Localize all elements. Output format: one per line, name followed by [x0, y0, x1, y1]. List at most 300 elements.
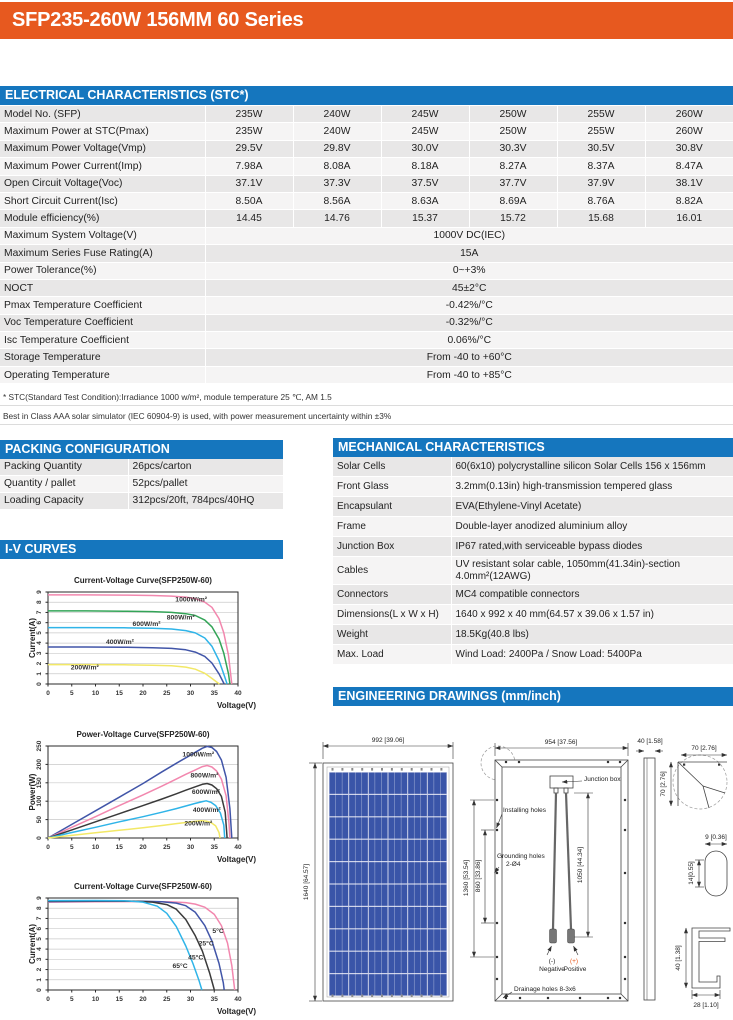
table-row [333, 517, 733, 537]
y-tick-label: 50 [36, 815, 43, 824]
cell-value: 15.37 [381, 210, 469, 227]
solar-cell [330, 817, 349, 838]
solar-cell [389, 952, 408, 973]
cell-value: 14.45 [205, 210, 293, 227]
solar-cells-grid [329, 768, 447, 997]
page-title: SFP235-260W 156MM 60 Series [12, 9, 304, 31]
row-value: 26pcs/carton [128, 459, 283, 476]
solar-cell [369, 929, 388, 950]
x-tick-label: 35 [210, 690, 218, 697]
solar-cell [349, 773, 368, 794]
hole-mark [624, 978, 626, 980]
chart-title: Current-Voltage Curve(SFP250W-60) [74, 882, 212, 891]
cell-span-value: 0.06%/°C [205, 332, 733, 349]
solar-cell [330, 952, 349, 973]
busbar-tick [440, 768, 442, 771]
solar-cell [408, 773, 427, 794]
series-label: 800W/m² [166, 614, 195, 622]
y-tick-label: 4 [36, 947, 43, 951]
table-row [333, 497, 733, 517]
packing-table [0, 459, 283, 510]
row-label: Junction Box [333, 537, 451, 557]
table-row [333, 625, 733, 645]
table-row [0, 366, 733, 383]
busbar-tick [341, 768, 343, 771]
solar-cell [349, 952, 368, 973]
solar-cell [349, 929, 368, 950]
y-tick-label: 100 [36, 795, 43, 807]
table-row [333, 585, 733, 605]
row-value: Double-layer anodized aluminium alloy [451, 517, 733, 537]
y-axis-label: Power(W) [28, 773, 37, 811]
cell-value: 255W [557, 123, 645, 140]
hole-mark [624, 799, 626, 801]
series-label: 600W/m² [191, 788, 220, 796]
cell-value: 255W [557, 106, 645, 123]
table-row [0, 192, 733, 209]
solar-cell [330, 974, 349, 995]
row-value: UV resistant solar cable, 1050mm(41.34in)-section 4.0mm²(12AWG) [451, 557, 733, 585]
table-row [0, 349, 733, 366]
dim-front-width: 992 [39.06] [371, 737, 405, 744]
y-tick-label: 0 [36, 988, 43, 992]
cell-span-value: From -40 to +85°C [205, 366, 733, 383]
y-tick-label: 150 [36, 777, 44, 789]
cell-value: 30.0V [381, 140, 469, 157]
cell-value: 29.8V [293, 140, 381, 157]
solar-cell [428, 952, 447, 973]
cell-value: 250W [469, 106, 557, 123]
solar-cell [389, 907, 408, 928]
dim-rear-outer-holes: 1360 [53.54] [463, 859, 470, 897]
dim-hole-height: 14[0.55] [688, 861, 695, 885]
busbar-tick [391, 995, 393, 998]
busbar-tick [431, 768, 433, 771]
x-tick-label: 0 [46, 690, 50, 697]
row-label: Connectors [333, 585, 451, 605]
cell-value: 14.76 [293, 210, 381, 227]
row-value: IP67 rated,with serviceable bypass diodes [451, 537, 733, 557]
solar-cell [428, 862, 447, 883]
cell-value: 8.76A [557, 192, 645, 209]
page-title-banner [0, 2, 733, 39]
x-tick-label: 25 [163, 690, 171, 697]
drawing-side-view [636, 738, 663, 1000]
row-label: Storage Temperature [0, 349, 205, 366]
solar-cell [389, 885, 408, 906]
cell-value: 8.08A [293, 158, 381, 175]
y-axis-label: Current(A) [28, 924, 37, 964]
busbar-tick [401, 768, 403, 771]
table-row [0, 245, 733, 262]
hole-mark [496, 799, 498, 801]
row-value: 18.5Kg(40.8 lbs) [451, 625, 733, 645]
cell-value: 30.5V [557, 140, 645, 157]
cell-value: 29.5V [205, 140, 293, 157]
negative-sign-label: (-) [548, 958, 556, 965]
row-label: Maximum Power at STC(Pmax) [0, 123, 205, 140]
solar-cell [330, 929, 349, 950]
busbar-tick [381, 995, 383, 998]
busbar-tick [421, 768, 423, 771]
row-label: NOCT [0, 279, 205, 296]
cell-value: 30.3V [469, 140, 557, 157]
x-axis-label: Voltage(V) [217, 701, 256, 710]
row-label: Quantity / pallet [0, 476, 128, 493]
y-axis-label: Current(A) [28, 618, 37, 658]
x-tick-label: 15 [115, 844, 123, 851]
row-label: Encapsulant [333, 497, 451, 517]
cell-value: 8.47A [645, 158, 733, 175]
y-tick-label: 200 [36, 758, 43, 770]
solar-cell [389, 862, 408, 883]
hole-mark [607, 761, 609, 763]
row-label: Packing Quantity [0, 459, 128, 476]
solar-cell [408, 929, 427, 950]
cell-value: 250W [469, 123, 557, 140]
y-tick-label: 2 [36, 967, 43, 972]
busbar-tick [401, 995, 403, 998]
cell-value: 37.9V [557, 175, 645, 192]
cell-value: 8.82A [645, 192, 733, 209]
cell-value: 260W [645, 106, 733, 123]
dim-rear-inner-holes: 860 [33.86] [475, 859, 482, 893]
solar-cell [369, 862, 388, 883]
table-row [0, 279, 733, 296]
dim-profile-height: 40 [1.38] [675, 945, 682, 971]
row-label: Maximum Power Voltage(Vmp) [0, 140, 205, 157]
drawing-front-view [303, 737, 453, 1001]
series-label: 200W/m² [70, 664, 99, 672]
cell-value: 37.5V [381, 175, 469, 192]
series-label: 5°C [212, 927, 224, 935]
solar-cell [369, 773, 388, 794]
cell-span-value: From -40 to +60°C [205, 349, 733, 366]
chart-title: Current-Voltage Curve(SFP250W-60) [74, 576, 212, 585]
solar-cell [349, 862, 368, 883]
cell-value: 30.8V [645, 140, 733, 157]
row-label: Solar Cells [333, 457, 451, 477]
solar-cell [330, 885, 349, 906]
table-row [333, 645, 733, 665]
hole-mark [496, 872, 498, 874]
row-label: Voc Temperature Coefficient [0, 314, 205, 331]
y-tick-label: 0 [36, 836, 43, 840]
x-axis-label: Voltage(V) [217, 855, 256, 864]
series-label: 25°C [198, 940, 214, 948]
x-tick-label: 10 [91, 844, 100, 851]
y-tick-label: 8 [36, 600, 43, 605]
x-tick-label: 0 [46, 996, 50, 1003]
section-title-engineering: ENGINEERING DRAWINGS (mm/inch) [333, 687, 733, 706]
engineering-drawings [290, 715, 733, 1020]
hole-mark [547, 997, 549, 999]
hole-mark [505, 997, 507, 999]
mechanical-table [333, 457, 733, 665]
row-label: Front Glass [333, 477, 451, 497]
series-line [48, 628, 227, 684]
solar-cell [428, 840, 447, 861]
solar-cell [389, 773, 408, 794]
cell-value: 8.56A [293, 192, 381, 209]
y-tick-label: 1 [36, 977, 43, 982]
x-tick-label: 40 [234, 996, 242, 1003]
solar-cell [369, 974, 388, 995]
hole-mark [619, 997, 621, 999]
solar-cell [428, 929, 447, 950]
chart-current-voltage-irradiance [28, 566, 258, 714]
busbar-tick [411, 995, 413, 998]
hole-mark [518, 761, 520, 763]
series-line [48, 901, 202, 991]
positive-sign-label: (+) [569, 958, 579, 965]
solar-cell [428, 773, 447, 794]
cell-value: 240W [293, 123, 381, 140]
table-row [0, 476, 283, 493]
row-value: 1640 x 992 x 40 mm(64.57 x 39.06 x 1.57 in) [451, 605, 733, 625]
chart-title: Power-Voltage Curve(SFP250W-60) [76, 730, 210, 739]
section-title-iv-curves: I-V CURVES [0, 540, 283, 559]
cell-value: 240W [293, 106, 381, 123]
row-label: Frame [333, 517, 451, 537]
drawing-frame-profile [675, 928, 730, 1009]
hole-mark [579, 997, 581, 999]
row-value: 52pcs/pallet [128, 476, 283, 493]
x-tick-label: 30 [186, 690, 195, 697]
busbar-tick [351, 995, 353, 998]
busbar-tick [332, 768, 334, 771]
y-tick-label: 0 [36, 682, 43, 686]
hole-mark [496, 922, 498, 924]
hole-mark [624, 872, 626, 874]
y-tick-label: 1 [36, 671, 43, 676]
solar-cell [428, 817, 447, 838]
x-tick-label: 5 [69, 996, 74, 1003]
drawing-hole-detail [688, 834, 727, 896]
y-tick-label: 250 [36, 740, 43, 752]
x-tick-label: 40 [234, 844, 242, 851]
row-label: Module efficiency(%) [0, 210, 205, 227]
electrical-table [0, 106, 733, 384]
footnote-simulator: Best in Class AAA solar simulator (IEC 60904-9) is used, with power measurement uncertainty within ±3% [0, 407, 733, 425]
dim-corner-width: 70 [2.76] [691, 745, 717, 752]
solar-cell [389, 929, 408, 950]
busbar-tick [411, 768, 413, 771]
x-tick-label: 5 [69, 690, 74, 697]
connector-negative [550, 929, 557, 943]
hole-mark [624, 956, 626, 958]
table-row [0, 210, 733, 227]
series-label: 45°C [188, 954, 204, 962]
row-value: 3.2mm(0.13in) high-transmission tempered glass [451, 477, 733, 497]
solar-cell [408, 974, 427, 995]
cell-span-value: -0.32%/°C [205, 314, 733, 331]
dim-profile-width: 28 [1.10] [693, 1002, 719, 1009]
cell-value: 8.37A [557, 158, 645, 175]
hole-mark [496, 829, 498, 831]
solar-cell [349, 817, 368, 838]
hole-mark [607, 997, 609, 999]
solar-cell [389, 974, 408, 995]
hole-mark [496, 956, 498, 958]
row-label: Model No. (SFP) [0, 106, 205, 123]
grounding-holes-label-2: 2-Ø4 [506, 861, 521, 868]
cell-value: 8.63A [381, 192, 469, 209]
solar-cell [408, 907, 427, 928]
solar-cell [330, 840, 349, 861]
cell-value: 37.3V [293, 175, 381, 192]
row-value: Wind Load: 2400Pa / Snow Load: 5400Pa [451, 645, 733, 665]
series-line [48, 901, 214, 990]
chart-current-voltage-temperature [28, 872, 258, 1020]
y-tick-label: 7 [36, 916, 43, 921]
solar-cell [330, 907, 349, 928]
drawing-corner-detail [660, 745, 727, 809]
dim-side-thickness: 40 [1.58] [637, 738, 663, 745]
table-row [333, 457, 733, 477]
hole-mark [519, 997, 521, 999]
busbar-tick [341, 995, 343, 998]
y-tick-label: 9 [36, 590, 43, 594]
y-tick-label: 5 [36, 937, 43, 941]
series-label: 1000W/m² [175, 596, 208, 604]
row-label: Maximum System Voltage(V) [0, 227, 205, 244]
busbar-tick [381, 768, 383, 771]
cell-span-value: 45±2°C [205, 279, 733, 296]
table-row [0, 123, 733, 140]
row-label: Operating Temperature [0, 366, 205, 383]
x-tick-label: 30 [186, 996, 195, 1003]
busbar-tick [361, 768, 363, 771]
series-label: 600W/m² [132, 621, 161, 629]
y-tick-label: 2 [36, 661, 43, 666]
drainage-holes-label: Drainage holes 8-3x6 [514, 986, 576, 993]
solar-cell [428, 974, 447, 995]
x-tick-label: 25 [163, 844, 171, 851]
x-tick-label: 0 [46, 844, 50, 851]
y-tick-label: 5 [36, 631, 43, 635]
series-label: 800W/m² [190, 772, 219, 780]
table-row [0, 227, 733, 244]
row-label: Isc Temperature Coefficient [0, 332, 205, 349]
x-tick-label: 15 [115, 690, 123, 697]
hole-mark [505, 761, 507, 763]
cell-value: 8.18A [381, 158, 469, 175]
table-row [0, 175, 733, 192]
row-label: Weight [333, 625, 451, 645]
x-tick-label: 30 [186, 844, 195, 851]
row-label: Maximum Series Fuse Rating(A) [0, 245, 205, 262]
cell-value: 8.27A [469, 158, 557, 175]
solar-cell [330, 795, 349, 816]
series-label: 400W/m² [105, 639, 134, 647]
section-title-packing: PACKING CONFIGURATION [0, 440, 283, 459]
table-row [0, 297, 733, 314]
grounding-holes-label: Grounding holes [497, 853, 545, 860]
x-tick-label: 10 [91, 996, 100, 1003]
row-label: Max. Load [333, 645, 451, 665]
solar-cell [349, 885, 368, 906]
junction-box [550, 776, 573, 788]
dim-corner-height: 70 [2.76] [660, 771, 667, 797]
dim-cable-length: 1050 [44.34] [577, 846, 584, 884]
solar-cell [389, 795, 408, 816]
solar-cell [428, 907, 447, 928]
cell-value: 15.72 [469, 210, 557, 227]
table-row [0, 158, 733, 175]
y-tick-label: 3 [36, 957, 43, 962]
x-axis-label: Voltage(V) [217, 1007, 256, 1016]
busbar-tick [351, 768, 353, 771]
hole-mark [624, 829, 626, 831]
row-label: Dimensions(L x W x H) [333, 605, 451, 625]
y-tick-label: 6 [36, 926, 43, 931]
solar-cell [369, 840, 388, 861]
solar-cell [408, 817, 427, 838]
solar-cell [349, 795, 368, 816]
solar-cell [369, 907, 388, 928]
x-tick-label: 25 [163, 996, 171, 1003]
solar-cell [428, 885, 447, 906]
table-row [333, 477, 733, 497]
table-row [0, 314, 733, 331]
solar-cell [389, 840, 408, 861]
row-value: 312pcs/20ft, 784pcs/40HQ [128, 493, 283, 510]
installing-holes-label: Installing holes [503, 807, 546, 814]
cell-value: 16.01 [645, 210, 733, 227]
section-title-electrical: ELECTRICAL CHARACTERISTICS (STC*) [0, 86, 733, 105]
solar-cell [349, 974, 368, 995]
chart-power-voltage [28, 720, 258, 868]
busbar-tick [440, 995, 442, 998]
cell-span-value: -0.42%/°C [205, 297, 733, 314]
cell-value: 7.98A [205, 158, 293, 175]
cell-span-value: 0~+3% [205, 262, 733, 279]
cell-value: 37.1V [205, 175, 293, 192]
solar-cell [389, 817, 408, 838]
series-label: 200W/m² [184, 820, 213, 828]
row-label: Pmax Temperature Coefficient [0, 297, 205, 314]
table-row [0, 262, 733, 279]
table-row [333, 557, 733, 585]
x-tick-label: 20 [139, 996, 147, 1003]
row-label: Cables [333, 557, 451, 585]
footnote-stc: * STC(Standard Test Condition):Irradiance 1000 w/m², module temperature 25 ℃, AM 1.5 [0, 388, 733, 406]
table-row [0, 332, 733, 349]
positive-label: Positive [563, 966, 587, 973]
solar-cell [408, 795, 427, 816]
cell-value: 235W [205, 123, 293, 140]
cell-value: 8.69A [469, 192, 557, 209]
busbar-tick [371, 768, 373, 771]
solar-cell [369, 952, 388, 973]
x-tick-label: 20 [139, 844, 147, 851]
busbar-tick [332, 995, 334, 998]
section-title-mechanical: MECHANICAL CHARACTERISTICS [333, 438, 733, 457]
cell-value: 260W [645, 123, 733, 140]
table-row [0, 140, 733, 157]
x-tick-label: 15 [115, 996, 123, 1003]
cell-value: 37.7V [469, 175, 557, 192]
series-label: 1000W/m² [182, 751, 215, 759]
y-tick-label: 3 [36, 651, 43, 656]
solar-cell [408, 885, 427, 906]
y-tick-label: 4 [36, 641, 43, 645]
connector-positive [568, 929, 575, 943]
solar-cell [408, 840, 427, 861]
y-tick-label: 7 [36, 610, 43, 615]
row-value: MC4 compatible connectors [451, 585, 733, 605]
